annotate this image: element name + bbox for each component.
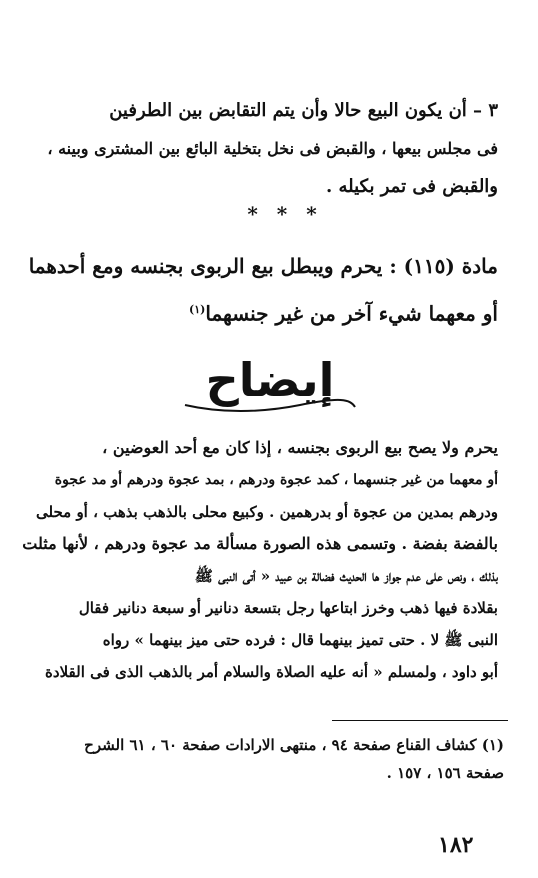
section-3-line: ٣ – أن يكون البيع حالا وأن يتم التقابض بين الطرفين xyxy=(109,100,498,121)
explanation-line: أو معهما من غير جنسهما ، كمد عجوة ودرهم ، بمد عجوة ودرهم أو مد عجوة xyxy=(54,472,498,488)
section-3-line: والقبض فى تمر بكيله . xyxy=(325,176,498,197)
article-line: مادة (١١٥) : يحرم ويبطل بيع الربوى بجنسه ومع أحدهما xyxy=(28,254,498,278)
heading-flourish xyxy=(180,395,360,415)
explanation-line: أبو داود ، ولمسلم « أنه عليه الصلاة والسلام أمر بالذهب الذى فى القلادة xyxy=(45,663,498,681)
explanation-line: ودرهم بمدين من عجوة أو بدرهمين . وكبيع محلى بالذهب بذهب ، أو محلى xyxy=(36,503,498,521)
explanation-line: بالفضة بفضة . وتسمى هذه الصورة مسألة مد عجوة ودرهم ، لأنها مثلت xyxy=(22,534,498,553)
footnote-divider xyxy=(332,720,508,721)
explanation-line: يحرم ولا يصح بيع الربوى بجنسه ، إذا كان مع أحد العوضين ، xyxy=(102,438,498,457)
footnote-ref: (١) xyxy=(189,303,206,316)
explanation-paragraph xyxy=(13,432,498,688)
article-line-text: أو معهما شيء آخر من غير جنسهما xyxy=(205,301,498,326)
article-line xyxy=(28,288,498,336)
section-heading: إيضاح xyxy=(205,353,335,407)
page-number: ١٨٢ xyxy=(438,832,474,858)
article-115 xyxy=(28,244,498,336)
section-3-paragraph xyxy=(28,92,498,206)
section-3-line: فى مجلس بيعها ، والقبض فى نخل بتخلية البائع بين المشترى وبينه ، xyxy=(47,139,498,158)
separator-stars: * * * xyxy=(247,202,323,226)
footnote-line-1: (١) كشاف القناع صفحة ٩٤ ، منتهى الارادات صفحة ٦٠ ، ٦١ الشرح xyxy=(84,736,504,754)
explanation-line: النبى ﷺ لا . حتى تميز بينهما قال : فرده حتى ميز بينهما » رواه xyxy=(102,631,498,649)
explanation-line: بقلادة فيها ذهب وخرز ابتاعها رجل بتسعة دنانير أو سبعة دنانير فقال xyxy=(78,599,498,617)
footnote-line-2: صفحة ١٥٦ ، ١٥٧ . xyxy=(386,764,504,782)
explanation-line: بذلك ، ونص على عدم جواز ها الحديث فضالة بن عبيد « أتى النبى ﷺ xyxy=(194,567,498,585)
